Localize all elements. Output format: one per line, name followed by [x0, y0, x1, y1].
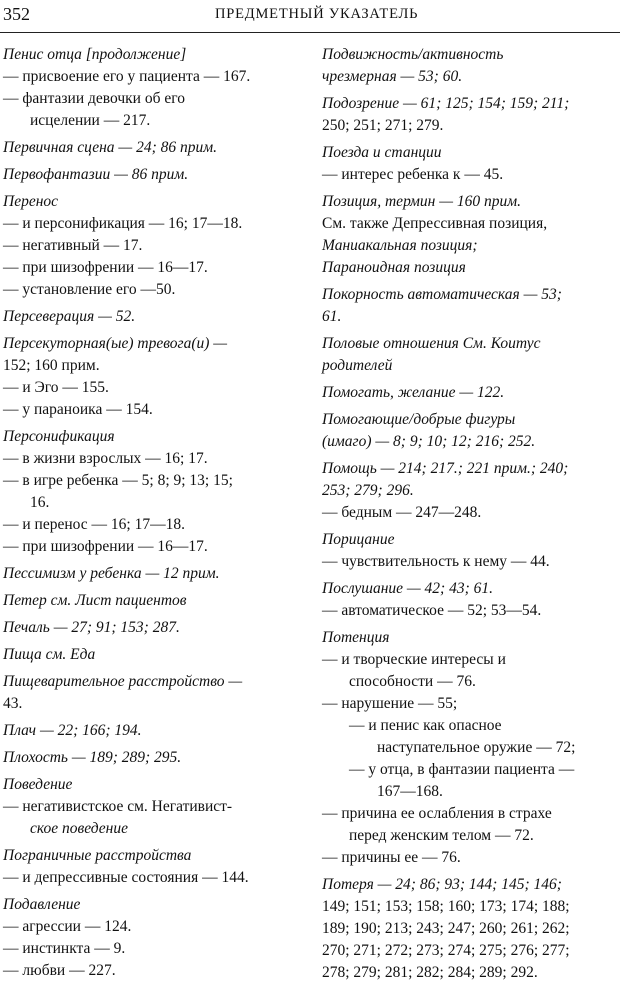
index-entry-heading: Пенис отца [продолжение] — [3, 46, 187, 63]
index-entry-heading: Первофантазии — 86 прим. — [3, 166, 189, 183]
index-entry-heading: Помощь — 214; 217.; 221 прим.; 240; — [322, 460, 569, 477]
index-entry-heading: Пессимизм у ребенка — 12 прим. — [3, 565, 220, 582]
index-entry — [322, 142, 620, 186]
index-entry — [322, 333, 620, 377]
index-entry-line: — агрессии — 124. — [3, 918, 132, 935]
index-entry-line: (имаго) — 8; 9; 10; 12; 216; 252. — [322, 433, 536, 450]
index-entry — [3, 44, 303, 132]
index-entry-heading: Перенос — [3, 193, 59, 210]
index-entry-line: — интерес ребенка к — 45. — [322, 166, 504, 183]
index-entry-line: — бедным — 247—248. — [322, 504, 482, 521]
index-entry-line: 278; 279; 281; 282; 284; 289; 292. — [322, 964, 538, 981]
index-entry-line: — в игре ребенка — 5; 8; 9; 13; 15; — [3, 472, 233, 489]
index-entry-line: — и пенис как опасное — [349, 717, 502, 734]
index-entry-line: — при шизофрении — 16—17. — [3, 538, 208, 555]
index-entry-line: — присвоение его у пациента — 167. — [3, 68, 251, 85]
index-entry-heading: Подозрение — 61; 125; 154; 159; 211; — [322, 95, 570, 112]
index-entry-line: — негативистское см. Негативист- — [3, 798, 233, 815]
index-entry-line: 16. — [30, 494, 50, 511]
index-entry-line: — фантазии девочки об его — [3, 90, 185, 107]
index-entry-line: — и Эго — 155. — [3, 379, 109, 396]
index-entry-line: — и депрессивные состояния — 144. — [3, 869, 249, 886]
index-entry-line: — инстинкта — 9. — [3, 940, 126, 957]
index-entry — [3, 747, 303, 769]
index-entry-line: перед женским телом — 72. — [349, 827, 534, 844]
index-entry-line: 167—168. — [377, 783, 443, 800]
index-entry-line: исцелении — 217. — [30, 112, 151, 129]
index-entry-heading: Послушание — 42; 43; 61. — [322, 580, 494, 597]
index-entry — [3, 426, 303, 558]
index-entry — [322, 93, 620, 137]
index-entry — [322, 191, 620, 279]
index-entry-line: родителей — [322, 357, 393, 374]
index-entry — [322, 627, 620, 869]
index-entry-heading: Первичная сцена — 24; 86 прим. — [3, 139, 218, 156]
index-entry-line: — и творческие интересы и — [322, 651, 506, 668]
index-entry-line: 149; 151; 153; 158; 160; 173; 174; 188; — [322, 898, 570, 915]
index-entry — [3, 164, 303, 186]
index-entry-line: 152; 160 прим. — [3, 357, 100, 374]
index-entry — [322, 284, 620, 328]
index-entry — [3, 137, 303, 159]
index-entry — [3, 774, 303, 840]
index-entry-line: 250; 251; 271; 279. — [322, 117, 444, 134]
index-entry — [322, 874, 620, 984]
index-entry-heading: Плач — 22; 166; 194. — [3, 722, 142, 739]
index-entry-line: — любви — 227. — [3, 962, 116, 979]
index-entry-heading: Поведение — [3, 776, 73, 793]
index-entry-line: — установление его —50. — [3, 281, 176, 298]
index-entry — [3, 644, 303, 666]
index-entry — [322, 578, 620, 622]
index-entry — [3, 306, 303, 328]
index-entry — [3, 894, 303, 982]
index-entry-line: 189; 190; 213; 243; 247; 260; 261; 262; — [322, 920, 570, 937]
running-header — [0, 0, 620, 33]
index-entry-line: — нарушение — 55; — [322, 695, 458, 712]
index-entry-heading: Позиция, термин — 160 прим. — [322, 193, 522, 210]
index-entry-line: — автоматическое — 52; 53—54. — [322, 602, 542, 619]
index-entry-line: чрезмерная — 53; 60. — [322, 68, 463, 85]
index-entry-line: 253; 279; 296. — [322, 482, 414, 499]
index-entry-line: — при шизофрении — 16—17. — [3, 259, 208, 276]
index-entry — [322, 382, 620, 404]
index-entry-heading: Подавление — [3, 896, 81, 913]
index-entry — [322, 529, 620, 573]
index-entry-heading: Пища см. Еда — [3, 646, 96, 663]
index-entry — [3, 563, 303, 585]
index-entry-line: — у отца, в фантазии пациента — — [349, 761, 575, 778]
index-entry-heading: Петер см. Лист пациентов — [3, 592, 187, 609]
index-entry — [322, 44, 620, 88]
index-entry-line: — у параноика — 154. — [3, 401, 153, 418]
right-column — [322, 44, 620, 989]
index-entry — [322, 458, 620, 524]
page-number: 352 — [3, 4, 30, 24]
index-entry-line: — негативный — 17. — [3, 237, 143, 254]
index-entry-heading: Порицание — [322, 531, 395, 548]
index-entry-line: ское поведение — [30, 820, 128, 837]
index-entry — [3, 191, 303, 301]
index-entry-line: способности — 76. — [349, 673, 476, 690]
index-entry-line: — причины ее — 76. — [322, 849, 461, 866]
index-entry-line: наступательное оружие — 72; — [377, 739, 576, 756]
index-entry-heading: Персеверация — 52. — [3, 308, 136, 325]
index-entry-heading: Подвижность/активность — [322, 46, 504, 63]
index-entry — [3, 617, 303, 639]
index-entry-heading: Помогающие/добрые фигуры — [322, 411, 516, 428]
index-entry-line: 61. — [322, 308, 342, 325]
index-entry — [3, 671, 303, 715]
index-entry-heading: Пищеварительное расстройство — — [3, 673, 243, 690]
index-entry-heading: Плохость — 189; 289; 295. — [3, 749, 182, 766]
index-entry-heading: Поезда и станции — [322, 144, 442, 161]
index-entry-line: — и перенос — 16; 17—18. — [3, 516, 185, 533]
index-entry — [3, 720, 303, 742]
index-entry — [322, 409, 620, 453]
index-entry-heading: Пограничные расстройства — [3, 847, 192, 864]
index-entry-heading: Потеря — 24; 86; 93; 144; 145; 146; — [322, 876, 562, 893]
index-entry-heading: Персекуторная(ые) тревога(и) — — [3, 335, 228, 352]
index-entry-line: 43. — [3, 695, 23, 712]
index-entry-heading: Помогать, желание — 122. — [322, 384, 505, 401]
index-entry-heading: Персонификация — [3, 428, 115, 445]
index-entry-line: Параноидная позиция — [322, 259, 466, 276]
index-entry-line: — и персонификация — 16; 17—18. — [3, 215, 243, 232]
index-entry-line: — причина ее ослабления в страхе — [322, 805, 552, 822]
index-entry — [3, 333, 303, 421]
index-entry-heading: Покорность автоматическая — 53; — [322, 286, 562, 303]
left-column — [3, 44, 303, 987]
page-title: ПРЕДМЕТНЫЙ УКАЗАТЕЛЬ — [215, 6, 419, 22]
index-entry — [3, 845, 303, 889]
index-entry-line: — чувствительность к нему — 44. — [322, 553, 550, 570]
index-entry-heading: Потенция — [322, 629, 390, 646]
index-entry — [3, 590, 303, 612]
index-entry-line: Маниакальная позиция; — [322, 237, 478, 254]
index-entry-heading: Печаль — 27; 91; 153; 287. — [3, 619, 180, 636]
index-entry-line: — в жизни взрослых — 16; 17. — [3, 450, 208, 467]
index-entry-line: См. также Депрессивная позиция, — [322, 215, 548, 232]
index-entry-line: 270; 271; 272; 273; 274; 275; 276; 277; — [322, 942, 570, 959]
index-entry-heading: Половые отношения См. Коитус — [322, 335, 541, 352]
